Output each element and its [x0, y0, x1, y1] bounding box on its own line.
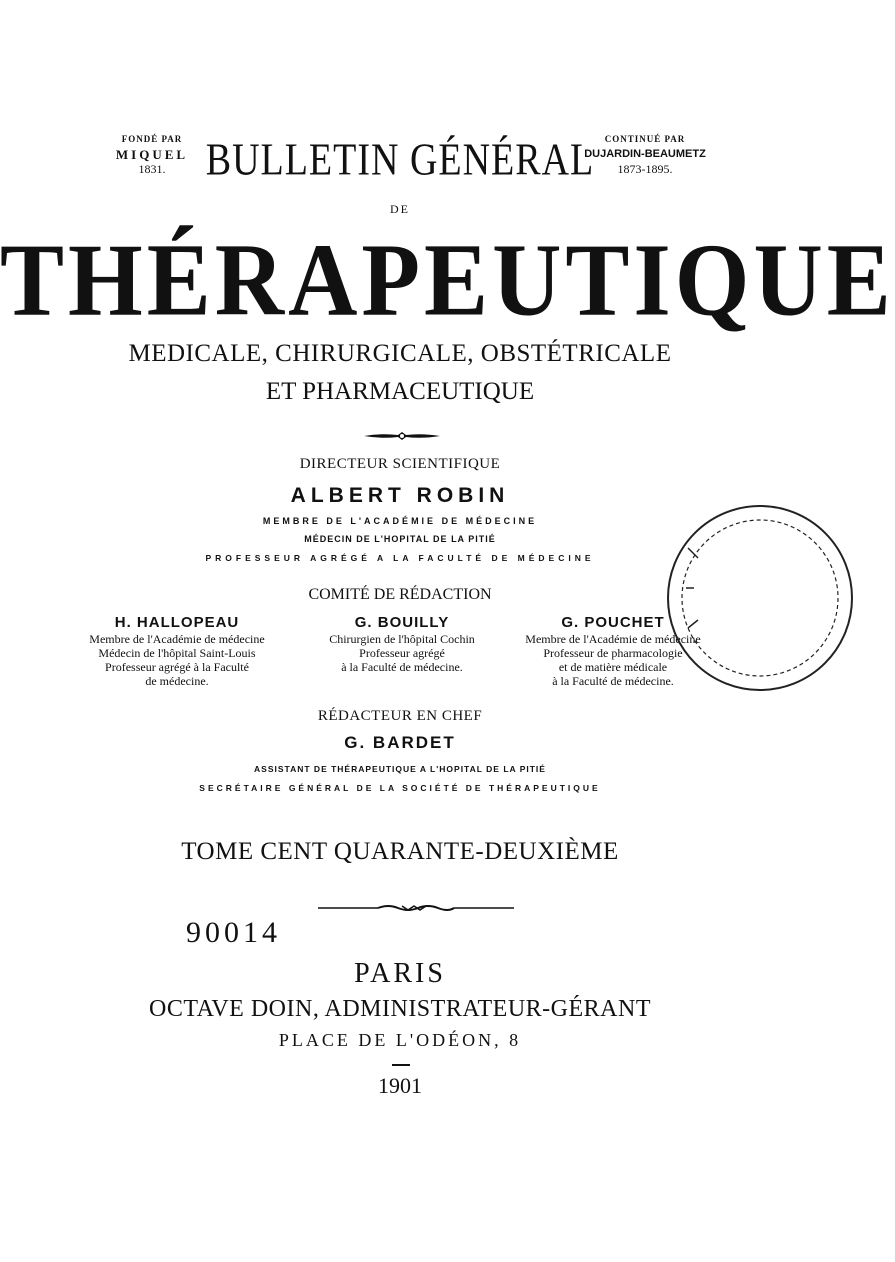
library-stamp — [668, 488, 808, 708]
bulletin-title: BULLETIN GÉNÉRAL — [205, 134, 595, 186]
member-line: Professeur agrégé — [359, 646, 445, 660]
director-name: ALBERT ROBIN — [290, 484, 510, 507]
director-credential-1: MEMBRE DE L'ACADÉMIE DE MÉDECINE — [262, 516, 538, 526]
member-line: Membre de l'Académie de médecine — [89, 632, 265, 646]
founder-year: 1831. — [138, 162, 166, 176]
editor-credential-2: SECRÉTAIRE GÉNÉRAL DE LA SOCIÉTÉ DE THÉRAPEUTIQUE — [199, 783, 601, 793]
subtitle-line-2: ET PHARMACEUTIQUE — [265, 378, 535, 405]
continuer-years: 1873-1895. — [617, 162, 673, 176]
continuer-name: DUJARDIN-BEAUMETZ — [584, 148, 706, 160]
catalog-number: 90014 — [186, 916, 281, 949]
ornament-divider — [362, 428, 442, 438]
continuer-label: CONTINUÉ PAR — [604, 134, 686, 144]
member-line: à la Faculté de médecine. — [552, 674, 674, 688]
continuer-block — [578, 132, 712, 177]
member-line: Professeur de pharmacologie — [543, 646, 683, 660]
editor-label: RÉDACTEUR EN CHEF — [317, 708, 483, 724]
committee-member-bouilly — [287, 616, 517, 674]
city: PARIS — [354, 958, 446, 989]
founder-name: MIQUEL — [115, 147, 189, 162]
decorative-rule — [318, 900, 514, 910]
publisher-address: PLACE DE L'ODÉON, 8 — [278, 1030, 522, 1050]
member-line: de médecine. — [145, 674, 209, 688]
tome-title: TOME CENT QUARANTE-DEUXIÈME — [181, 838, 619, 865]
committee-member-hallopeau — [62, 616, 292, 688]
member-line: Membre de l'Académie de médecine — [525, 632, 701, 646]
director-credential-2: MÉDECIN DE L'HOPITAL DE LA PITIÉ — [304, 534, 496, 544]
member-name: G. BOUILLY — [354, 614, 450, 631]
publisher: OCTAVE DOIN, ADMINISTRATEUR-GÉRANT — [149, 996, 651, 1022]
director-label: DIRECTEUR SCIENTIFIQUE — [299, 456, 501, 472]
member-line: Médecin de l'hôpital Saint-Louis — [98, 646, 256, 660]
editor-credential-1: ASSISTANT DE THÉRAPEUTIQUE A L'HOPITAL DE LA PITIÉ — [254, 764, 546, 774]
publication-year: 1901 — [378, 1073, 422, 1098]
subtitle-line-1: MEDICALE, CHIRURGICALE, OBSTÉTRICALE — [128, 340, 672, 367]
year-rule — [392, 1064, 410, 1066]
member-name: G. POUCHET — [561, 614, 665, 631]
member-line: Chirurgien de l'hôpital Cochin — [329, 632, 475, 646]
member-name: H. HALLOPEAU — [114, 614, 240, 631]
member-line: à la Faculté de médecine. — [341, 660, 463, 674]
director-credential-3: PROFESSEUR AGRÉGÉ A LA FACULTÉ DE MÉDECINE — [205, 553, 595, 563]
editor-name: G. BARDET — [344, 733, 456, 752]
main-title: THÉRAPEUTIQUE — [0, 221, 895, 338]
member-line: Professeur agrégé à la Faculté — [105, 660, 249, 674]
founder-label: FONDÉ PAR — [121, 134, 183, 144]
member-line: et de matière médicale — [558, 660, 668, 674]
connector-de: DE — [390, 202, 410, 216]
committee-label: COMITÉ DE RÉDACTION — [308, 586, 492, 603]
